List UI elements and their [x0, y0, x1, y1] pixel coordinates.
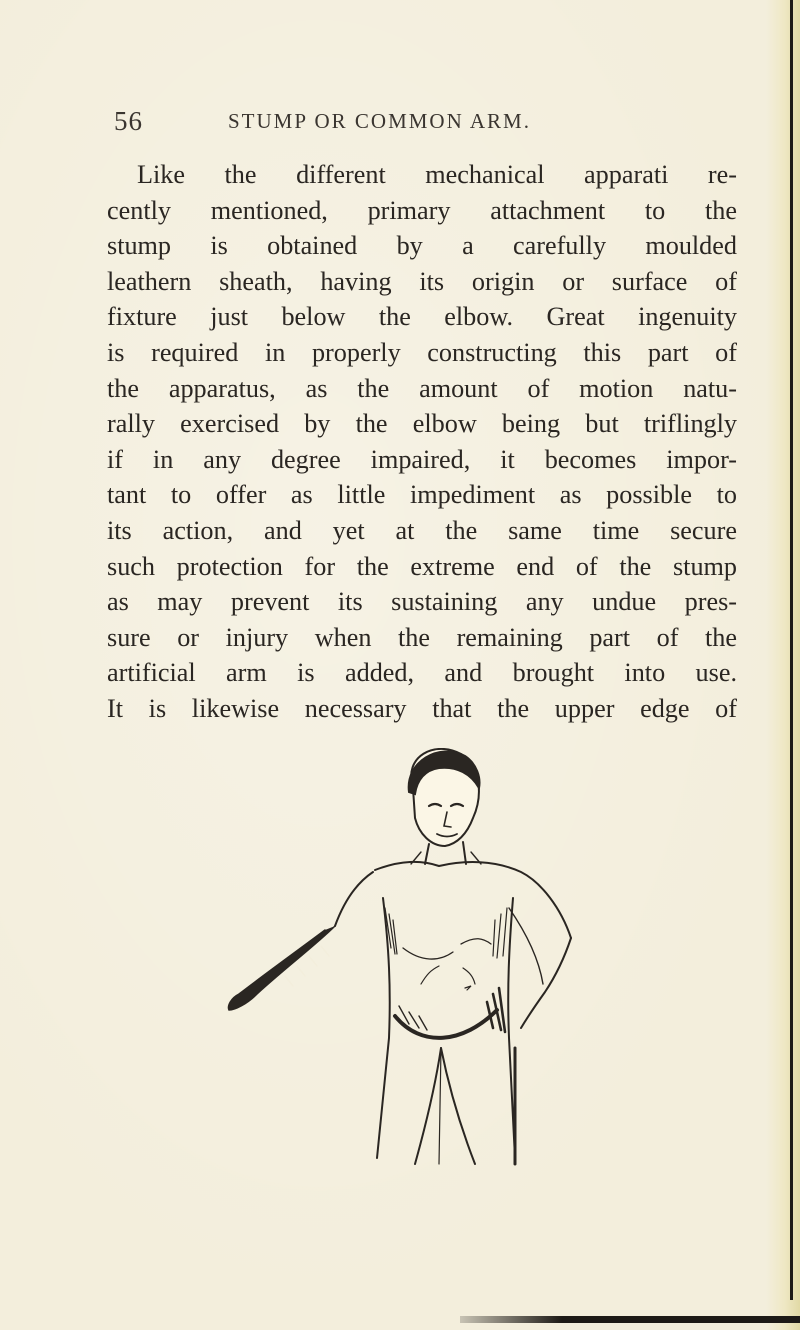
text-line: tant to offer as little impediment as possible to	[107, 480, 737, 510]
text-line: stump is obtained by a carefully moulded	[107, 231, 737, 261]
text-line: sure or injury when the remaining part of the	[107, 622, 737, 652]
page-number: 56	[114, 106, 143, 136]
text-line: cently mentioned, primary attachment to the	[107, 195, 737, 225]
bottom-edge-rule	[460, 1316, 800, 1323]
text-line: its action, and yet at the same time secure	[107, 515, 737, 545]
page-header	[114, 106, 754, 142]
page-edge-shadow	[766, 0, 800, 1330]
text-line: artificial arm is added, and brought into use.	[107, 658, 737, 688]
page-edge-rule	[790, 0, 793, 1300]
left-stump	[228, 926, 335, 1010]
text-line: such protection for the extreme end of the stump	[107, 551, 737, 581]
running-head: STUMP OR COMMON ARM.	[228, 109, 531, 133]
body-paragraph	[107, 157, 737, 727]
text-line: if in any degree impaired, it becomes impor-	[107, 444, 737, 474]
torso-illustration	[225, 748, 585, 1168]
text-line: the apparatus, as the amount of motion natu-	[107, 373, 737, 403]
shoulder-line	[375, 862, 571, 938]
torso-left	[377, 898, 390, 1158]
text-line: Like the different mechanical apparati re-	[137, 160, 737, 189]
text-line: It is likewise necessary that the upper edge of	[107, 693, 737, 723]
text-line: rally exercised by the elbow being but triflingly	[107, 409, 737, 439]
text-line: fixture just below the elbow. Great ingenuity	[107, 302, 737, 332]
text-line: as may prevent its sustaining any undue pres-	[107, 587, 737, 617]
text-line: leathern sheath, having its origin or surface of	[107, 266, 737, 296]
text-line: is required in properly constructing this part of	[107, 337, 737, 367]
